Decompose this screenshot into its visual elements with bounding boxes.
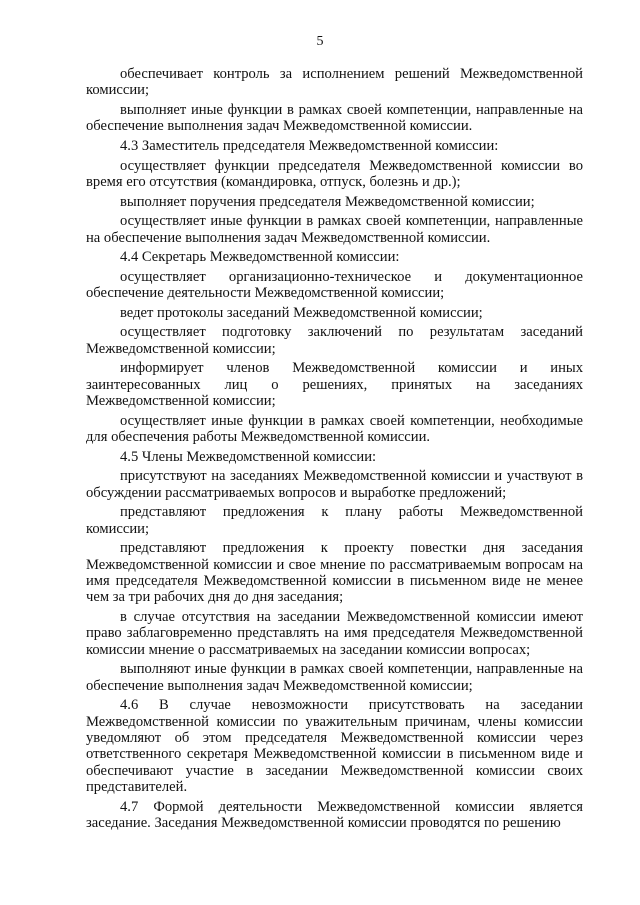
paragraph: осуществляет подготовку заключений по результатам заседаний Межведомственной комиссии; bbox=[86, 324, 583, 357]
paragraph: осуществляет иные функции в рамках своей компетенции, необходимые для обеспечения работы Межведомственной комиссии. bbox=[86, 412, 583, 446]
paragraph: осуществляет функции председателя Межведомственной комиссии во время его отсутствия (командировка, отпуск, болезнь и др.); bbox=[86, 157, 583, 190]
paragraph: обеспечивает контроль за исполнением решений Межведомственной комиссии; bbox=[86, 66, 583, 99]
paragraph: представляют предложения к плану работы Межведомственной комиссии; bbox=[86, 504, 583, 537]
paragraph: выполняют иные функции в рамках своей компетенции, направленные на обеспечение выполнения задач Межведомственной комиссии; bbox=[86, 661, 583, 694]
section-heading-4-5: 4.5 Члены Межведомственной комиссии: bbox=[120, 448, 377, 465]
section-heading-4-4: 4.4 Секретарь Межведомственной комиссии: bbox=[120, 249, 400, 266]
document-body bbox=[86, 66, 583, 831]
paragraph: в случае отсутствия на заседании Межведомственной комиссии имеют право заблаговременно представлять на имя председателя Межведомственной комиссии мнение о рассматриваемых на заседании комиссии вопросах; bbox=[86, 609, 583, 658]
paragraph: ведет протоколы заседаний Межведомственной комиссии; bbox=[120, 304, 483, 321]
paragraph: представляют предложения к проекту повестки дня заседания Межведомственной комиссии и свое мнение по рассматриваемым вопросам на имя председателя Межведомственной комиссии в письменном виде не менее чем за три рабочих дня до дня заседания; bbox=[86, 540, 583, 606]
paragraph: осуществляет иные функции в рамках своей компетенции, направленные на обеспечение выполнения задач Межведомственной комиссии. bbox=[86, 213, 583, 246]
paragraph: выполняет поручения председателя Межведомственной комиссии; bbox=[120, 193, 535, 210]
page-number: 5 bbox=[316, 34, 324, 49]
paragraph: присутствуют на заседаниях Межведомственной комиссии и участвуют в обсуждении рассматриваемых вопросов и выработке предложений; bbox=[86, 468, 583, 501]
paragraph: выполняет иные функции в рамках своей компетенции, направленные на обеспечение выполнения задач Межведомственной комиссии. bbox=[86, 101, 583, 135]
section-4-7: 4.7 Формой деятельности Межведомственной комиссии является заседание. Заседания Межведомственной комиссии проводятся по решению bbox=[86, 798, 583, 832]
section-heading-4-3: 4.3 Заместитель председателя Межведомственной комиссии: bbox=[120, 137, 499, 154]
section-4-6: 4.6 В случае невозможности присутствовать на заседании Межведомственной комиссии по уважительным причинам, члены комиссии уведомляют об этом председателя Межведомственной комиссии через ответственного секретаря Межведомственной комиссии в письменном виде и обеспечивают участие в заседании Межведомственной комиссии своих представителей. bbox=[86, 697, 583, 796]
paragraph: осуществляет организационно-техническое и документационное обеспечение деятельности Межведомственной комиссии; bbox=[86, 268, 583, 302]
paragraph: информирует членов Межведомственной комиссии и иных заинтересованных лиц о решениях, принятых на заседаниях Межведомственной комиссии; bbox=[86, 360, 583, 410]
